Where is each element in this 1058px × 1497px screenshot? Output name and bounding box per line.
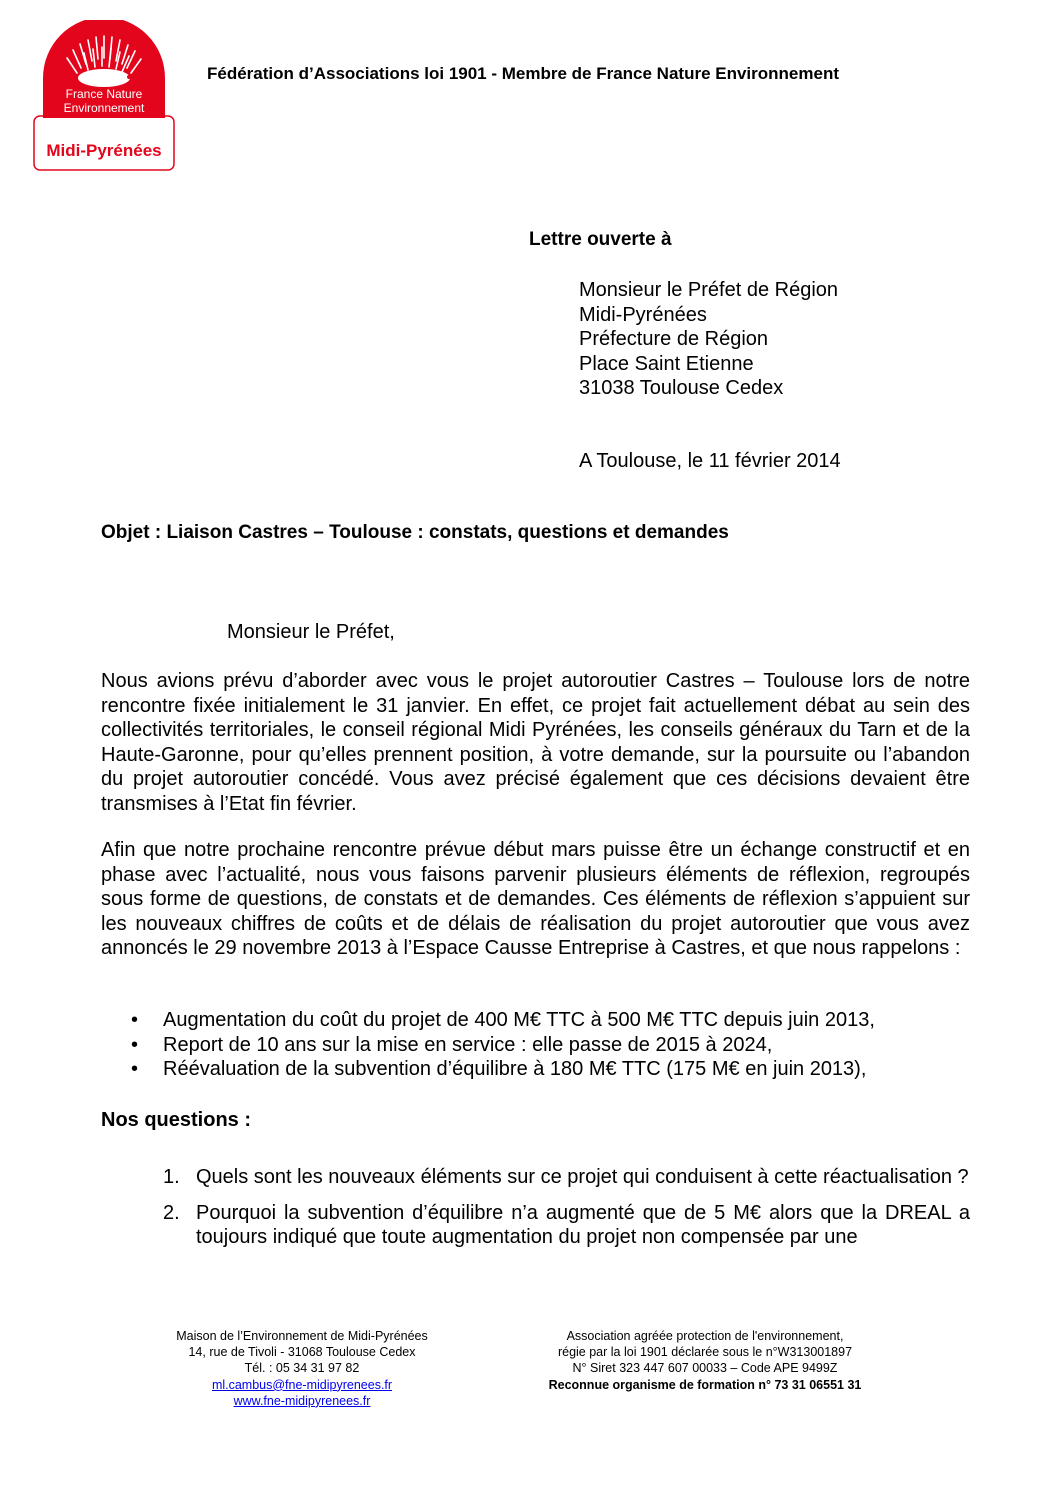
- question-number: 1.: [163, 1166, 180, 1188]
- address-line: Midi-Pyrénées: [579, 303, 707, 326]
- svg-text:Environnement: Environnement: [63, 101, 145, 115]
- bullet-icon: •: [131, 1009, 139, 1031]
- footer-legal: [490, 1328, 920, 1393]
- list-item-text: Augmentation du coût du projet de 400 M€ TTC à 500 M€ TTC depuis juin 2013,: [163, 1009, 875, 1031]
- salutation: Monsieur le Préfet,: [227, 621, 395, 643]
- footer-line: N° Siret 323 447 607 00033 – Code APE 9499Z: [572, 1361, 838, 1376]
- footer-line: 14, rue de Tivoli - 31068 Toulouse Cedex: [188, 1345, 416, 1360]
- question-number: 2.: [163, 1201, 180, 1224]
- letter-subject: Objet : Liaison Castres – Toulouse : constats, questions et demandes: [101, 522, 729, 543]
- open-letter-heading: Lettre ouverte à: [529, 229, 672, 250]
- fne-midi-pyrenees-logo: [33, 20, 175, 172]
- address-line: 31038 Toulouse Cedex: [579, 377, 784, 399]
- body-paragraph-1: Nous avions prévu d’aborder avec vous le projet autoroutier Castres – Toulouse lors de notre rencontre fixée initialement le 31 janvier. En effet, ce projet fait actuellement débat au sein des collectivités territoriales, le conseil régional Midi Pyrénées, les conseils généraux du Tarn et de la Haute-Garonne, pour qu’elles prennent position, à votre demande, sur la poursuite ou l’abandon du projet autoroutier concédé. Vous avez précisé également que ces décisions devaient être transmises à l’Etat fin février.: [101, 670, 970, 815]
- question-text: Quels sont les nouveaux éléments sur ce projet qui conduisent à cette réactualisation ?: [196, 1166, 969, 1188]
- footer-line: régie par la loi 1901 déclarée sous le n°W313001897: [557, 1345, 853, 1360]
- list-item-text: Réévaluation de la subvention d’équilibre à 180 M€ TTC (175 M€ en juin 2013),: [163, 1058, 867, 1080]
- list-item-text: Report de 10 ans sur la mise en service : elle passe de 2015 à 2024,: [163, 1033, 773, 1056]
- question-item: [101, 1201, 970, 1250]
- recipient-address: [579, 278, 838, 401]
- federation-header: Fédération d’Associations loi 1901 - Membre de France Nature Environnement: [207, 64, 839, 83]
- letter-date: A Toulouse, le 11 février 2014: [579, 450, 841, 472]
- list-item: [101, 1033, 970, 1058]
- bullet-icon: •: [131, 1058, 139, 1080]
- questions-list: [101, 1165, 970, 1261]
- questions-heading: Nos questions :: [101, 1109, 252, 1131]
- list-item: [101, 1057, 970, 1082]
- svg-text:France Nature: France Nature: [65, 87, 143, 101]
- svg-text:Midi-Pyrénées: Midi-Pyrénées: [46, 141, 162, 160]
- email-link[interactable]: ml.cambus@fne-midipyrenees.fr: [211, 1377, 393, 1392]
- footer-line: Association agréée protection de l'environnement,: [566, 1329, 844, 1343]
- address-line: Monsieur le Préfet de Région: [579, 279, 839, 301]
- body-paragraph-2: Afin que notre prochaine rencontre prévue début mars puisse être un échange constructif et en phase avec l’actualité, nous vous faisons parvenir plusieurs éléments de réflexion, regroupés sous forme de questions, de constats et de demandes. Ces éléments de réflexion s’appuient sur les nouveaux chiffres de coûts et de délais de réalisation du projet autoroutier que vous avez annoncés le 29 novembre 2013 à l’Espace Causse Entreprise à Castres, et que nous rappelons :: [101, 839, 970, 959]
- address-line: Préfecture de Région: [579, 328, 769, 350]
- footer-training-number: Reconnue organisme de formation n° 73 31 06551 31: [548, 1377, 862, 1392]
- website-link[interactable]: www.fne-midipyrenees.fr: [233, 1393, 371, 1408]
- footer-contact: [142, 1328, 462, 1409]
- question-item: [101, 1165, 970, 1190]
- list-item: [101, 1008, 970, 1033]
- question-text: Pourquoi la subvention d’équilibre n’a augmenté que de 5 M€ alors que la DREAL a toujours indiqué que toute augmentation du projet non compensée par une: [196, 1201, 970, 1248]
- address-line: Place Saint Etienne: [579, 352, 754, 375]
- bullet-list: [101, 1008, 970, 1082]
- footer-line: Tél. : 05 34 31 97 82: [244, 1361, 360, 1376]
- bullet-icon: •: [131, 1033, 139, 1056]
- footer-line: Maison de l’Environnement de Midi-Pyrénées: [176, 1329, 428, 1343]
